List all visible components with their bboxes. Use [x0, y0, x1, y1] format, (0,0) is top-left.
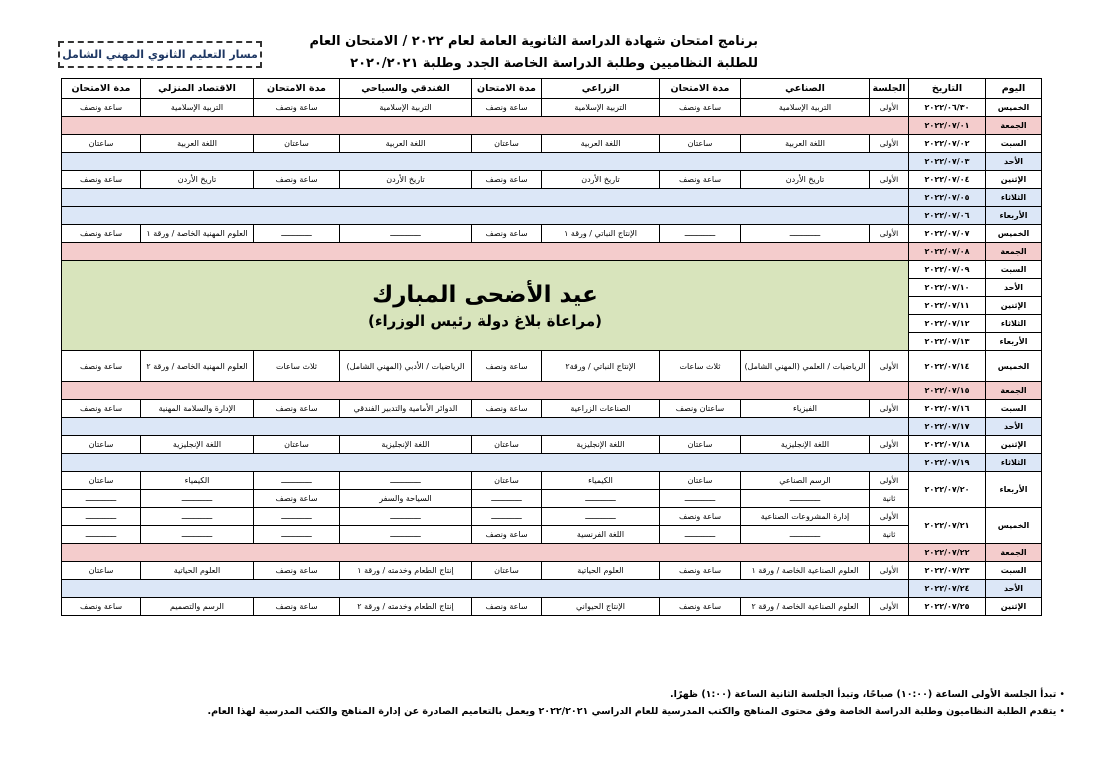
- duration-cell: ساعتان: [254, 436, 340, 454]
- day-cell: السبت: [986, 261, 1042, 279]
- session-cell: الأولى: [870, 508, 909, 526]
- subject-cell: تاريخ الأردن: [340, 171, 472, 189]
- duration-cell: ساعتان: [472, 472, 542, 490]
- empty-row-fill: [62, 580, 909, 598]
- duration-cell: ساعتان: [62, 135, 141, 153]
- day-cell: الأربعاء: [986, 207, 1042, 225]
- day-cell: الأحد: [986, 418, 1042, 436]
- duration-cell: ساعتان: [472, 436, 542, 454]
- subject-cell: اللغة العربية: [741, 135, 870, 153]
- date-cell: ٢٠٢٢/٠٧/١٠: [909, 279, 986, 297]
- duration-cell: ساعة ونصف: [472, 171, 542, 189]
- day-cell: الإثنين: [986, 436, 1042, 454]
- empty-row-fill: [62, 418, 909, 436]
- duration-cell: ساعة ونصف: [254, 171, 340, 189]
- subject-cell: الرسم الصناعي: [741, 472, 870, 490]
- subject-cell: ـــــــــــــ: [340, 472, 472, 490]
- duration-cell: ساعة ونصف: [472, 351, 542, 382]
- column-header: مدة الامتحان: [254, 79, 340, 99]
- session-cell: الأولى: [870, 225, 909, 243]
- subject-cell: اللغة العربية: [340, 135, 472, 153]
- date-cell: ٢٠٢٢/٠٧/٠٩: [909, 261, 986, 279]
- table-row: [62, 117, 1042, 135]
- date-cell: ٢٠٢٢/٠٧/١٦: [909, 400, 986, 418]
- date-cell: ٢٠٢٢/٠٧/١٢: [909, 315, 986, 333]
- table-row: [62, 562, 1042, 580]
- duration-cell: ساعتان: [62, 562, 141, 580]
- duration-cell: ـــــــــــــ: [62, 526, 141, 544]
- day-cell: الثلاثاء: [986, 315, 1042, 333]
- date-cell: ٢٠٢٢/٠٧/١٧: [909, 418, 986, 436]
- table-row: [62, 508, 1042, 526]
- subject-cell: تاريخ الأردن: [141, 171, 254, 189]
- subject-cell: تاريخ الأردن: [741, 171, 870, 189]
- duration-cell: ساعة ونصف: [254, 562, 340, 580]
- duration-cell: ـــــــــــــ: [254, 472, 340, 490]
- day-cell: الثلاثاء: [986, 189, 1042, 207]
- subject-cell: ـــــــــــــ: [741, 225, 870, 243]
- table-row: [62, 207, 1042, 225]
- notes: [207, 686, 1065, 720]
- duration-cell: ثلاث ساعات: [254, 351, 340, 382]
- duration-cell: ساعة ونصف: [660, 598, 741, 616]
- day-cell: الأحد: [986, 580, 1042, 598]
- duration-cell: ساعتان: [660, 436, 741, 454]
- table-row: [62, 472, 1042, 490]
- duration-cell: ساعة ونصف: [472, 99, 542, 117]
- subject-cell: اللغة الإنجليزية: [340, 436, 472, 454]
- empty-row-fill: [62, 189, 909, 207]
- session-cell: الأولى: [870, 135, 909, 153]
- duration-cell: ساعة ونصف: [62, 351, 141, 382]
- day-cell: الجمعة: [986, 544, 1042, 562]
- table-row: [62, 436, 1042, 454]
- duration-cell: ساعتان: [660, 472, 741, 490]
- subject-cell: السياحة والسفر: [340, 490, 472, 508]
- subject-cell: ـــــــــــــ: [741, 526, 870, 544]
- table-row: [62, 544, 1042, 562]
- table-row: [62, 189, 1042, 207]
- empty-row-fill: [62, 243, 909, 261]
- subject-cell: الإنتاج النباتي / ورقة٢: [542, 351, 660, 382]
- duration-cell: ساعة ونصف: [254, 99, 340, 117]
- subject-cell: ـــــــــــــ: [542, 508, 660, 526]
- date-cell: ٢٠٢٢/٠٧/١٥: [909, 382, 986, 400]
- day-cell: الخميس: [986, 99, 1042, 117]
- subject-cell: ـــــــــــــ: [340, 508, 472, 526]
- duration-cell: ساعة ونصف: [62, 598, 141, 616]
- day-cell: الإثنين: [986, 297, 1042, 315]
- day-cell: الإثنين: [986, 171, 1042, 189]
- subject-cell: الرياضيات / الأدبي (المهني الشامل): [340, 351, 472, 382]
- table-row: [62, 418, 1042, 436]
- date-cell: ٢٠٢٢/٠٧/٢٥: [909, 598, 986, 616]
- subject-cell: العلوم الحياتية: [141, 562, 254, 580]
- duration-cell: ساعة ونصف: [472, 598, 542, 616]
- duration-cell: ساعتان: [62, 472, 141, 490]
- session-cell: الأولى: [870, 436, 909, 454]
- track-label: مسار التعليم الثانوي المهني الشامل: [62, 48, 258, 61]
- subject-cell: إنتاج الطعام وخدمته / ورقة ٢: [340, 598, 472, 616]
- column-header: اليوم: [986, 79, 1042, 99]
- day-cell: السبت: [986, 562, 1042, 580]
- table-row: [62, 400, 1042, 418]
- table-row: [62, 526, 1042, 544]
- holiday-subtitle: (مراعاة بلاغ دولة رئيس الوزراء): [368, 311, 602, 330]
- subject-cell: الإنتاج الحيواني: [542, 598, 660, 616]
- exam-title: برنامج امتحان شهادة الدراسة الثانوية العامة لعام ٢٠٢٢ / الامتحان العام: [309, 34, 758, 49]
- subject-cell: ـــــــــــــ: [141, 508, 254, 526]
- date-cell: ٢٠٢٢/٠٧/٠٣: [909, 153, 986, 171]
- duration-cell: ساعتان: [254, 135, 340, 153]
- table-row: [62, 351, 1042, 382]
- subject-cell: الفيزياء: [741, 400, 870, 418]
- subject-cell: التربية الإسلامية: [141, 99, 254, 117]
- table-header-row: [62, 79, 1042, 99]
- session-cell: الأولى: [870, 351, 909, 382]
- duration-cell: ـــــــــــــ: [62, 508, 141, 526]
- duration-cell: ساعة ونصف: [660, 171, 741, 189]
- note-item: • يتقدم الطلبة النظاميون وطلبة الدراسة الخاصة وفق محتوى المناهج والكتب المدرسية للعام الدراسي ٢٠٢٢/٢٠٢١ ويعمل بالتعاميم الصادرة عن إدارة المناهج والكتب المدرسية لهذا العام.: [207, 703, 1065, 720]
- duration-cell: ساعة ونصف: [254, 598, 340, 616]
- subject-cell: الإنتاج النباتي / ورقة ١: [542, 225, 660, 243]
- duration-cell: ـــــــــــــ: [660, 490, 741, 508]
- duration-cell: ساعة ونصف: [62, 400, 141, 418]
- date-cell: ٢٠٢٢/٠٧/١٤: [909, 351, 986, 382]
- column-header: التاريخ: [909, 79, 986, 99]
- subject-cell: العلوم الصناعية الخاصة / ورقة ١: [741, 562, 870, 580]
- date-cell: ٢٠٢٢/٠٧/٢٢: [909, 544, 986, 562]
- table-row: [62, 99, 1042, 117]
- table-row: [62, 153, 1042, 171]
- subject-cell: ـــــــــــــ: [141, 526, 254, 544]
- date-cell: ٢٠٢٢/٠٧/٢١: [909, 508, 986, 544]
- duration-cell: ساعة ونصف: [660, 508, 741, 526]
- subject-cell: التربية الإسلامية: [542, 99, 660, 117]
- subject-cell: اللغة العربية: [141, 135, 254, 153]
- column-header: الفندقي والسياحي: [340, 79, 472, 99]
- subject-cell: الإدارة والسلامة المهنية: [141, 400, 254, 418]
- table-row: [62, 382, 1042, 400]
- subject-cell: الكيمياء: [141, 472, 254, 490]
- subject-cell: ـــــــــــــ: [141, 490, 254, 508]
- subject-cell: التربية الإسلامية: [340, 99, 472, 117]
- day-cell: السبت: [986, 400, 1042, 418]
- duration-cell: ثلاث ساعات: [660, 351, 741, 382]
- duration-cell: ـــــــــــــ: [254, 508, 340, 526]
- day-cell: الإثنين: [986, 598, 1042, 616]
- holiday-title: عيد الأضحى المبارك: [372, 281, 598, 308]
- column-header: الجلسة: [870, 79, 909, 99]
- empty-row-fill: [62, 454, 909, 472]
- table-row: [62, 225, 1042, 243]
- session-cell: الأولى: [870, 562, 909, 580]
- table-row: [62, 171, 1042, 189]
- day-cell: الخميس: [986, 351, 1042, 382]
- day-cell: الخميس: [986, 225, 1042, 243]
- column-header: مدة الامتحان: [62, 79, 141, 99]
- day-cell: السبت: [986, 135, 1042, 153]
- duration-cell: ساعة ونصف: [254, 490, 340, 508]
- date-cell: ٢٠٢٢/٠٧/٠١: [909, 117, 986, 135]
- session-cell: ثانية: [870, 526, 909, 544]
- day-cell: الأربعاء: [986, 472, 1042, 508]
- day-cell: الجمعة: [986, 243, 1042, 261]
- duration-cell: ساعة ونصف: [62, 171, 141, 189]
- subject-cell: الصناعات الزراعية: [542, 400, 660, 418]
- duration-cell: ـــــــــــــ: [660, 526, 741, 544]
- column-header: مدة الامتحان: [660, 79, 741, 99]
- duration-cell: ـــــــــــــ: [254, 526, 340, 544]
- duration-cell: ـــــــــــــ: [660, 225, 741, 243]
- subject-cell: اللغة الإنجليزية: [542, 436, 660, 454]
- subject-cell: العلوم الصناعية الخاصة / ورقة ٢: [741, 598, 870, 616]
- duration-cell: ساعتان: [62, 436, 141, 454]
- column-header: الزراعي: [542, 79, 660, 99]
- subject-cell: الدوائر الأمامية والتدبير الفندقي: [340, 400, 472, 418]
- duration-cell: ـــــــــــــ: [254, 225, 340, 243]
- empty-row-fill: [62, 544, 909, 562]
- table-row: [62, 135, 1042, 153]
- subject-cell: إدارة المشروعات الصناعية: [741, 508, 870, 526]
- subject-cell: الكيمياء: [542, 472, 660, 490]
- duration-cell: ـــــــــــــ: [62, 490, 141, 508]
- table-row: [62, 490, 1042, 508]
- day-cell: الجمعة: [986, 117, 1042, 135]
- subject-cell: إنتاج الطعام وخدمته / ورقة ١: [340, 562, 472, 580]
- date-cell: ٢٠٢٢/٠٧/٠٢: [909, 135, 986, 153]
- date-cell: ٢٠٢٢/٠٧/٠٦: [909, 207, 986, 225]
- duration-cell: ساعة ونصف: [472, 526, 542, 544]
- day-cell: الأربعاء: [986, 333, 1042, 351]
- session-cell: الأولى: [870, 400, 909, 418]
- session-cell: ثانية: [870, 490, 909, 508]
- empty-row-fill: [62, 153, 909, 171]
- subject-cell: اللغة الفرنسية: [542, 526, 660, 544]
- date-cell: ٢٠٢٢/٠٦/٣٠: [909, 99, 986, 117]
- subject-cell: الرسم والتصميم: [141, 598, 254, 616]
- exam-subtitle: للطلبة النظاميين وطلبة الدراسة الخاصة الجدد وطلبة ٢٠٢٠/٢٠٢١: [350, 56, 758, 71]
- duration-cell: ساعتان: [660, 135, 741, 153]
- subject-cell: العلوم المهنية الخاصة / ورقة ٢: [141, 351, 254, 382]
- duration-cell: ساعتان ونصف: [660, 400, 741, 418]
- subject-cell: ـــــــــــــ: [340, 225, 472, 243]
- session-cell: الأولى: [870, 99, 909, 117]
- column-header: الصناعي: [741, 79, 870, 99]
- day-cell: الأحد: [986, 279, 1042, 297]
- subject-cell: ـــــــــــــ: [340, 526, 472, 544]
- exam-schedule-table: [61, 78, 1042, 616]
- duration-cell: ساعة ونصف: [62, 225, 141, 243]
- date-cell: ٢٠٢٢/٠٧/٢٤: [909, 580, 986, 598]
- table-row: [62, 580, 1042, 598]
- date-cell: ٢٠٢٢/٠٧/٠٨: [909, 243, 986, 261]
- subject-cell: اللغة الإنجليزية: [141, 436, 254, 454]
- empty-row-fill: [62, 117, 909, 135]
- subject-cell: تاريخ الأردن: [542, 171, 660, 189]
- table-row: [62, 261, 1042, 279]
- subject-cell: ـــــــــــــ: [542, 490, 660, 508]
- day-cell: الجمعة: [986, 382, 1042, 400]
- track-label-box: [58, 41, 262, 68]
- session-cell: الأولى: [870, 171, 909, 189]
- subject-cell: اللغة الإنجليزية: [741, 436, 870, 454]
- day-cell: الثلاثاء: [986, 454, 1042, 472]
- duration-cell: ساعة ونصف: [254, 400, 340, 418]
- date-cell: ٢٠٢٢/٠٧/٠٧: [909, 225, 986, 243]
- table-row: [62, 243, 1042, 261]
- duration-cell: ساعتان: [472, 562, 542, 580]
- column-header: مدة الامتحان: [472, 79, 542, 99]
- subject-cell: اللغة العربية: [542, 135, 660, 153]
- day-cell: الخميس: [986, 508, 1042, 544]
- date-cell: ٢٠٢٢/٠٧/١٩: [909, 454, 986, 472]
- duration-cell: ساعة ونصف: [62, 99, 141, 117]
- empty-row-fill: [62, 207, 909, 225]
- date-cell: ٢٠٢٢/٠٧/٢٠: [909, 472, 986, 508]
- day-cell: الأحد: [986, 153, 1042, 171]
- table-row: [62, 598, 1042, 616]
- duration-cell: ساعة ونصف: [660, 562, 741, 580]
- subject-cell: العلوم المهنية الخاصة / ورقة ١: [141, 225, 254, 243]
- date-cell: ٢٠٢٢/٠٧/١٣: [909, 333, 986, 351]
- subject-cell: الرياضيات / العلمي (المهني الشامل): [741, 351, 870, 382]
- session-cell: الأولى: [870, 598, 909, 616]
- column-header: الاقتصاد المنزلي: [141, 79, 254, 99]
- duration-cell: ساعة ونصف: [472, 225, 542, 243]
- date-cell: ٢٠٢٢/٠٧/٠٥: [909, 189, 986, 207]
- session-cell: الأولى: [870, 472, 909, 490]
- empty-row-fill: [62, 382, 909, 400]
- date-cell: ٢٠٢٢/٠٧/٢٣: [909, 562, 986, 580]
- duration-cell: ساعة ونصف: [472, 400, 542, 418]
- subject-cell: التربية الإسلامية: [741, 99, 870, 117]
- duration-cell: ساعتان: [472, 135, 542, 153]
- holiday-block: [62, 261, 909, 351]
- duration-cell: ساعة ونصف: [660, 99, 741, 117]
- note-item: • تبدأ الجلسة الأولى الساعة (١٠:٠٠) صباحًا، وتبدأ الجلسة الثانية الساعة (١:٠٠) ظهرًا.: [207, 686, 1065, 703]
- duration-cell: ـــــــــــــ: [472, 490, 542, 508]
- table-row: [62, 454, 1042, 472]
- subject-cell: العلوم الحياتية: [542, 562, 660, 580]
- date-cell: ٢٠٢٢/٠٧/٠٤: [909, 171, 986, 189]
- date-cell: ٢٠٢٢/٠٧/١٨: [909, 436, 986, 454]
- subject-cell: ـــــــــــــ: [741, 490, 870, 508]
- duration-cell: ـــــــــــــ: [472, 508, 542, 526]
- date-cell: ٢٠٢٢/٠٧/١١: [909, 297, 986, 315]
